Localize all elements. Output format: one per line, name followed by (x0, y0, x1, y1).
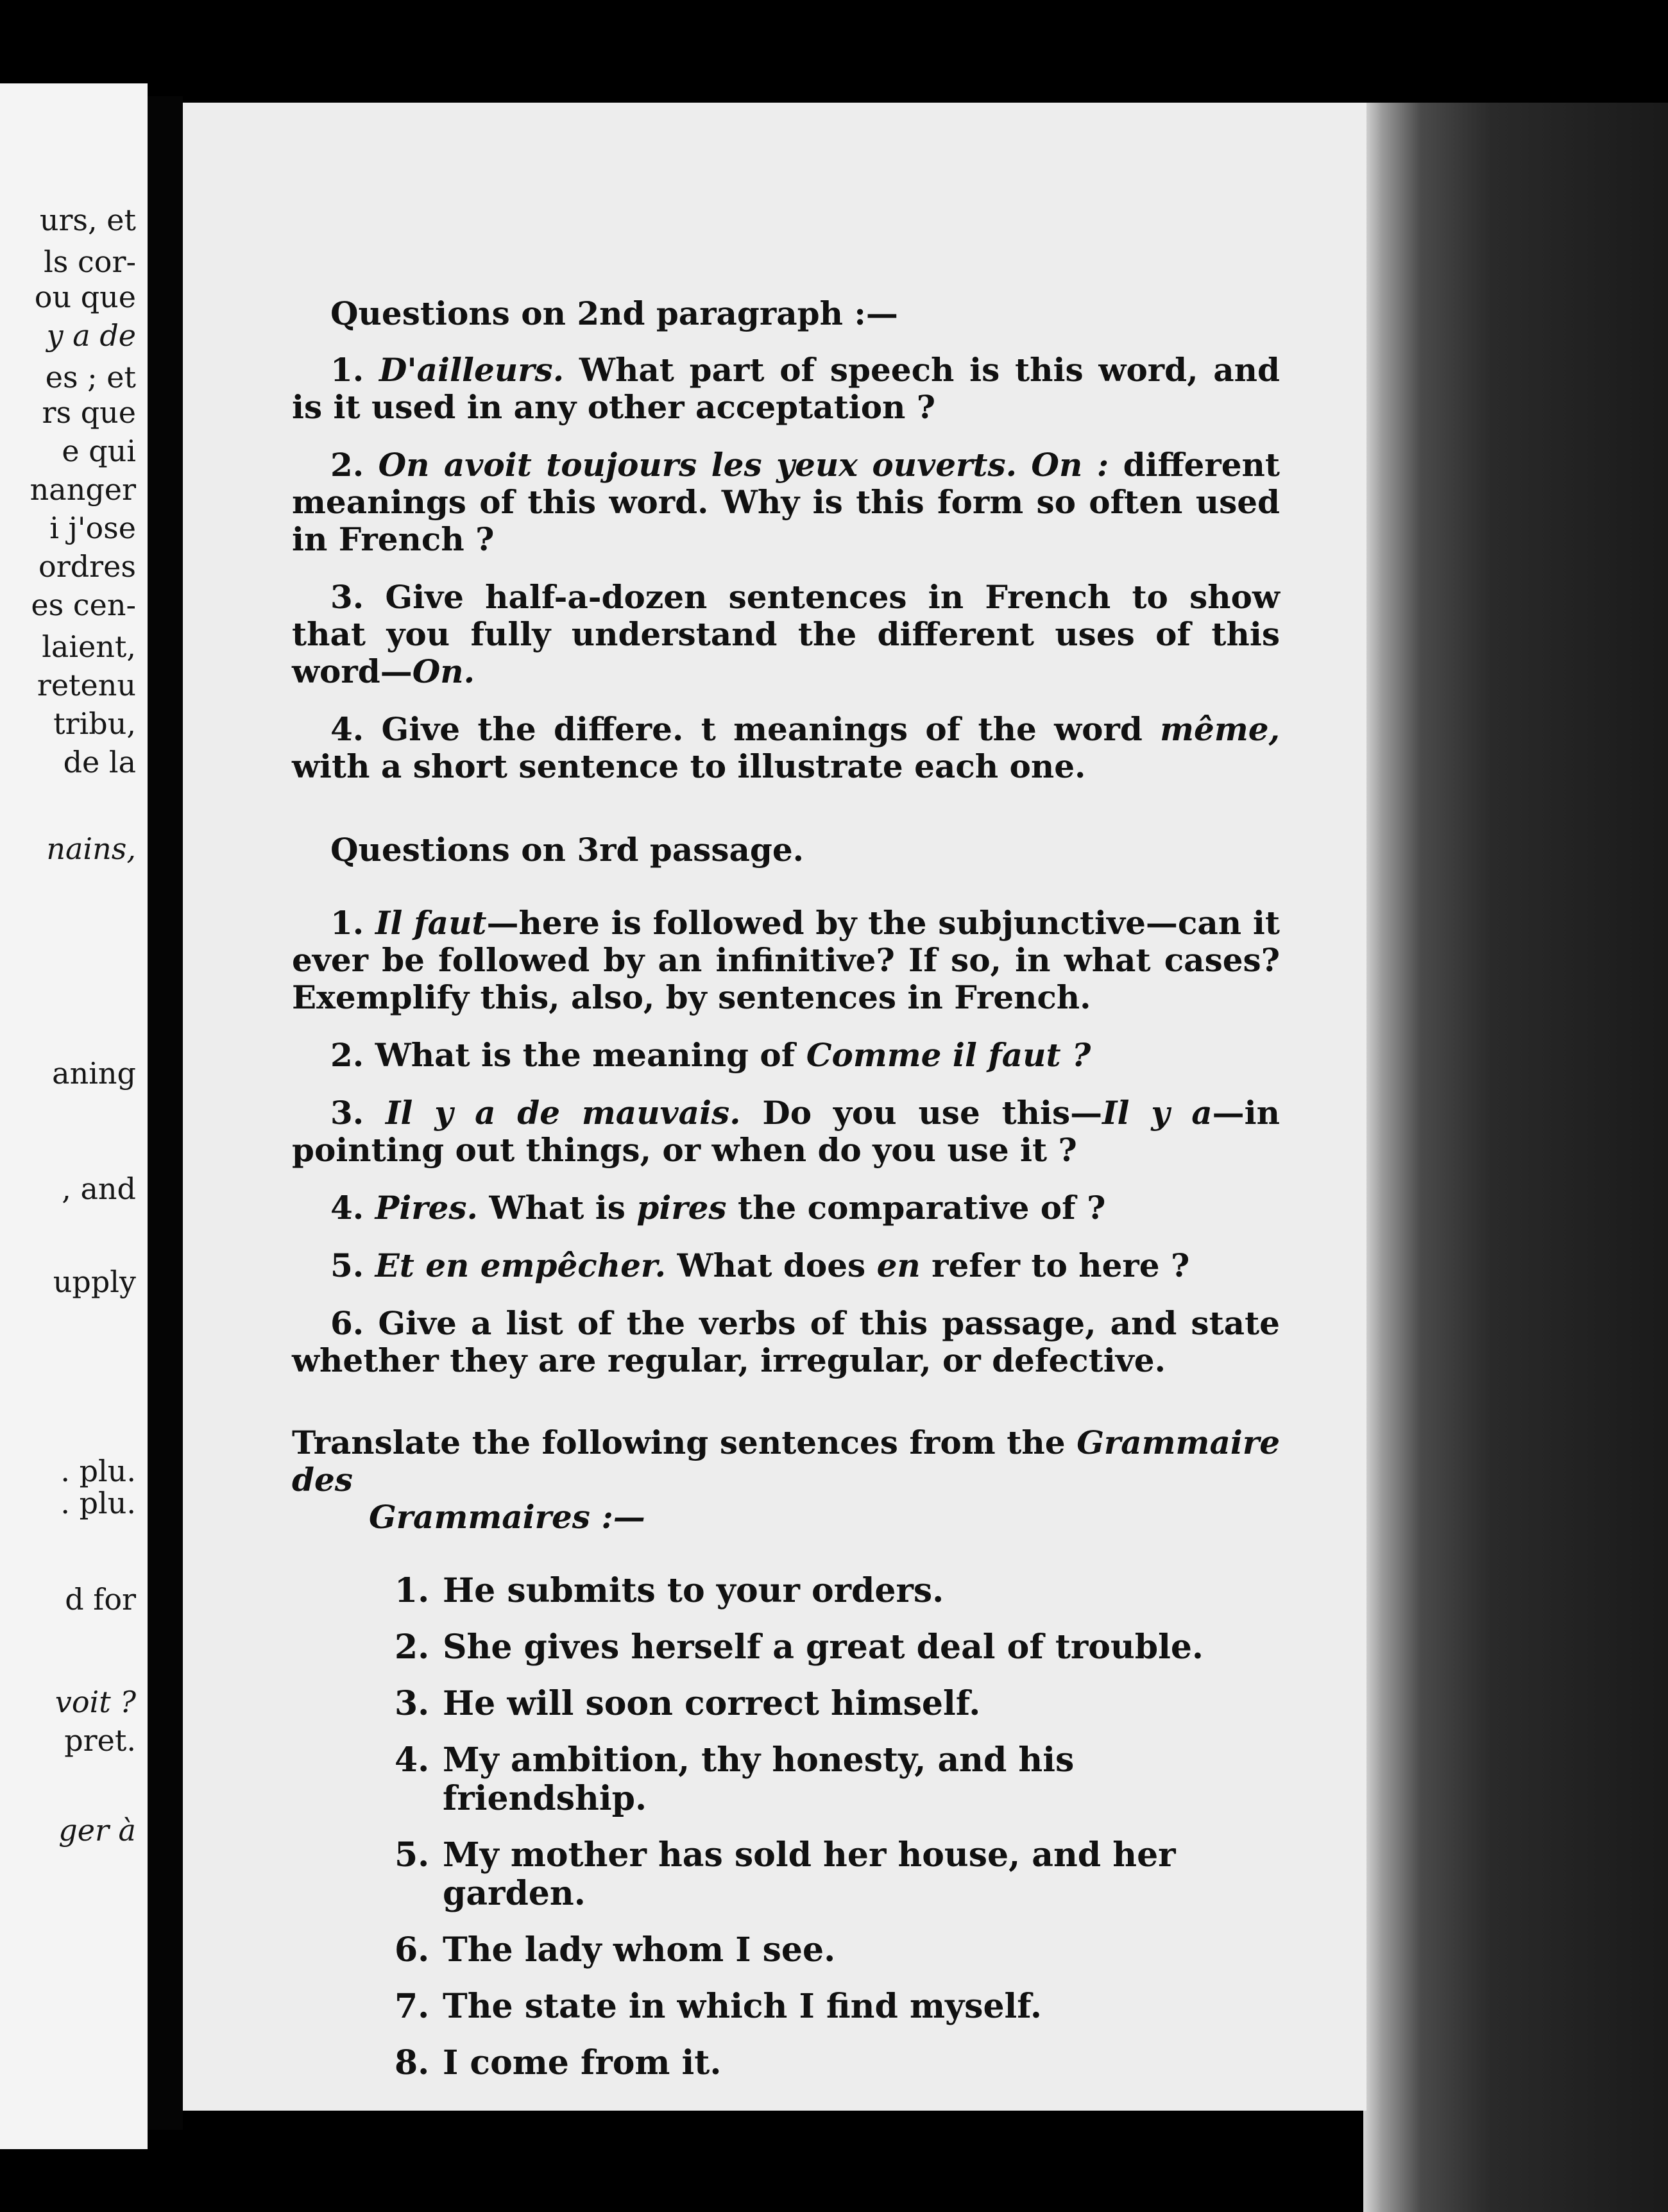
question-number: 4. (330, 710, 364, 748)
sentence-text: My ambition, thy honesty, and his friendship. (443, 1740, 1075, 1818)
question-text: with a short sentence to illustrate each one. (292, 747, 1086, 785)
question-4 (292, 1189, 1280, 1227)
question-text: What part of speech is this word, and is it used in any other acceptation ? (292, 351, 1280, 426)
left-page-text-fragment: voit ? (55, 1685, 136, 1719)
sentence-number: 7. (395, 1987, 430, 2026)
left-page-text-fragment: ou que (34, 280, 136, 314)
sentence-text: I come from it. (443, 2043, 722, 2082)
question-number: 5. (330, 1246, 364, 1284)
left-page-text-fragment: aning (52, 1056, 136, 1091)
left-page-text-fragment: , and (62, 1171, 136, 1206)
term: Comme il faut ? (806, 1036, 1091, 1074)
book-spine-shadow (148, 96, 183, 2130)
left-page-text-fragment: pret. (64, 1723, 136, 1758)
sentence-number: 6. (395, 1930, 430, 1970)
left-page-text-fragment: ordres (38, 549, 136, 584)
question-text: Give the differe. t meanings of the word (381, 710, 1161, 748)
term: Et en empêcher. (375, 1246, 667, 1284)
question-number: 6. (330, 1304, 364, 1342)
sentence-item (292, 1628, 1280, 1667)
sentence-number: 3. (395, 1684, 430, 1723)
left-page-text-fragment: i j'ose (49, 511, 136, 545)
question-number: 1. (330, 904, 364, 942)
sentence-item (292, 1931, 1280, 1970)
question-1 (292, 352, 1280, 426)
section-heading-3rd-passage: Questions on 3rd passage. (330, 831, 804, 869)
question-number: 3. (330, 578, 364, 616)
left-page-text-fragment: upply (53, 1264, 136, 1299)
question-2 (292, 447, 1280, 558)
left-page-text-fragment: laient, (42, 629, 136, 664)
question-2 (292, 1037, 1280, 1074)
left-page-text-fragment: es cen- (31, 588, 136, 622)
left-page-text-fragment: ger à (58, 1813, 136, 1848)
term: Pires. (375, 1189, 478, 1227)
left-page-text-fragment: urs, et (39, 203, 136, 237)
sentence-text: The state in which I find myself. (443, 1987, 1042, 2026)
question-text: Give a list of the verbs of this passage, and state whether they are regular, irregular, or defective. (292, 1304, 1280, 1379)
main-page (183, 103, 1366, 2111)
sentence-item (292, 1836, 1280, 1913)
left-page-text-fragment: . plu. (60, 1454, 136, 1488)
question-number: 3. (330, 1094, 364, 1132)
term: Il y a de mauvais. (386, 1094, 741, 1132)
question-text: refer to here ? (920, 1246, 1190, 1284)
term: D'ailleurs. (379, 351, 565, 389)
question-6 (292, 1305, 1280, 1379)
term: en (876, 1246, 921, 1284)
left-page-text-fragment: retenu (37, 668, 136, 702)
term: Il faut (375, 904, 487, 942)
sentence-text: The lady whom I see. (443, 1930, 836, 1970)
question-number: 4. (330, 1189, 364, 1227)
page-text (292, 295, 1280, 2100)
sentence-number: 5. (395, 1835, 430, 1875)
sentence-number: 1. (395, 1571, 430, 1610)
question-text: the comparative of ? (726, 1189, 1106, 1227)
sentence-text: My mother has sold her house, and her garden. (443, 1835, 1176, 1913)
question-text: —here is followed by the subjunctive—can it ever be followed by an infinitive? If so, in what cases? Exemplify this, also, by sentences in French. (292, 904, 1280, 1016)
question-5 (292, 1247, 1280, 1284)
left-page-text-fragment: ls cor- (44, 244, 136, 279)
left-page-text-fragment: . plu. (60, 1486, 136, 1520)
question-text: different meanings of this word. Why is this form so often used in French ? (292, 446, 1280, 558)
term: Il y a (1102, 1094, 1213, 1132)
translate-instruction (292, 1424, 1280, 1536)
question-text: What is the meaning of (375, 1036, 806, 1074)
sentence-list (292, 1572, 1280, 2082)
left-page-text-fragment: y a de (46, 318, 136, 353)
question-text: Give half-a-dozen sentences in French to show that you fully understand the different uses of this word— (292, 578, 1280, 690)
left-page-fragment (0, 83, 148, 2149)
left-page-text-fragment: d for (65, 1582, 136, 1617)
question-number: 2. (330, 446, 364, 484)
sentence-item (292, 1685, 1280, 1723)
sentence-item (292, 1987, 1280, 2026)
term: même, (1160, 710, 1280, 748)
question-4 (292, 711, 1280, 785)
left-page-text-fragment: nanger (30, 472, 136, 507)
sentence-number: 4. (395, 1740, 430, 1780)
question-text: What is (477, 1189, 637, 1227)
term: On : (1031, 446, 1109, 484)
sentence-text: He will soon correct himself. (443, 1684, 981, 1723)
question-text: —in pointing out things, or when do you use it ? (292, 1094, 1280, 1169)
term: On avoit toujours les yeux ouverts. (378, 446, 1017, 484)
left-page-text-fragment: rs que (42, 395, 136, 430)
question-1 (292, 905, 1280, 1016)
left-page-text-fragment: nains, (46, 831, 136, 866)
left-page-text-fragment: de la (63, 745, 136, 779)
sentence-item (292, 2044, 1280, 2082)
book-title-continued: Grammaires :— (369, 1498, 645, 1536)
term: pires (636, 1189, 727, 1227)
question-text: Do you use this— (740, 1094, 1103, 1132)
sentence-number: 2. (395, 1628, 430, 1667)
question-number: 1. (330, 351, 364, 389)
sentence-item (292, 1572, 1280, 1610)
sentence-text: He submits to your orders. (443, 1571, 944, 1610)
question-3 (292, 1094, 1280, 1169)
section-heading-2nd-paragraph: Questions on 2nd paragraph :— (330, 294, 898, 332)
question-3 (292, 579, 1280, 690)
sentence-text: She gives herself a great deal of trouble. (443, 1628, 1204, 1667)
page-edge-shadow (1363, 103, 1668, 2212)
left-page-text-fragment: tribu, (53, 706, 136, 741)
question-number: 2. (330, 1036, 364, 1074)
sentence-number: 8. (395, 2043, 430, 2082)
instruction-text: Translate the following sentences from the (292, 1424, 1077, 1461)
question-text: What does (666, 1246, 877, 1284)
book-title: Grammaire des (292, 1424, 1280, 1499)
left-page-text-fragment: es ; et (45, 360, 136, 395)
sentence-item (292, 1741, 1280, 1818)
left-page-text-fragment: e qui (62, 434, 136, 468)
term: On. (412, 652, 475, 690)
